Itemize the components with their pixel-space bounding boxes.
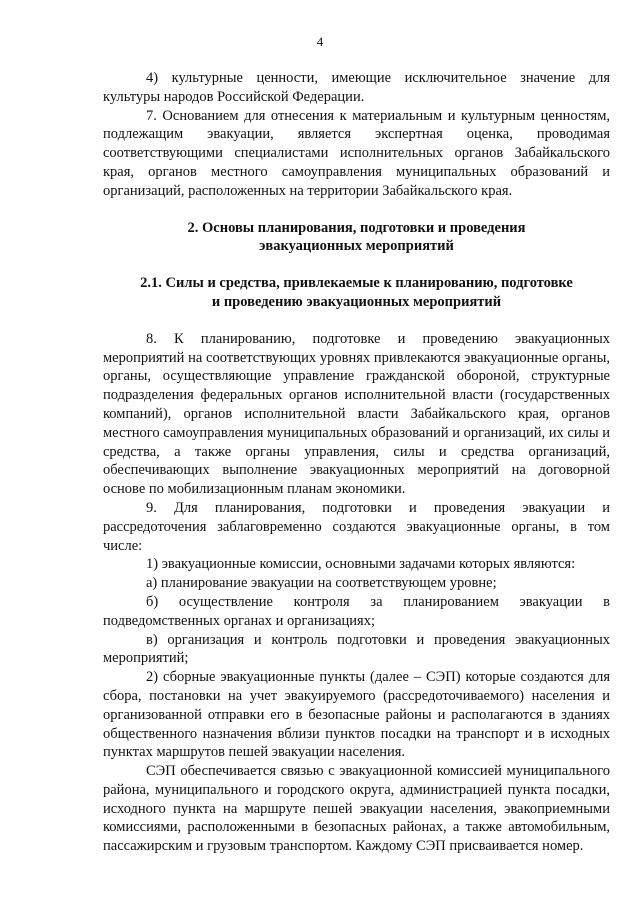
section-heading-2-line-1: 2. Основы планирования, подготовки и проведения <box>187 219 526 236</box>
section-heading-2-line-2: эвакуационных мероприятий <box>259 238 454 255</box>
section-heading-2-1-line-1: 2.1. Силы и средства, привлекаемые к планированию, подготовке <box>140 275 573 292</box>
list-item-1b: б) осуществление контроля за планированием эвакуации в подведомственных органах и организациях; <box>103 593 610 629</box>
spacer <box>103 312 610 330</box>
document-body <box>103 69 610 856</box>
spacer <box>103 201 610 219</box>
paragraph-item-4: 4) культурные ценности, имеющие исключительное значение для культуры народов Российской Федерации. <box>103 70 610 105</box>
paragraph-9: 9. Для планирования, подготовки и проведения эвакуации и рассредоточения заблаговременно создаются эвакуационные органы, в том числе: <box>103 499 610 554</box>
page-number: 4 <box>316 34 324 49</box>
paragraph-8: 8. К планированию, подготовке и проведению эвакуационных мероприятий на соответствующих уровнях привлекаются эвакуационные органы, органы, осуществляющие управление гражданской обороной, структурные подразделения федеральных органов исполнительной власти (государственных компаний), органов исполнительной власти Забайкальского края, органов местного самоуправления муниципальных образований и организаций, их силы и средства, а также органы управления, силы и средства организаций, обеспечивающих выполнение эвакуационных мероприятий на договорной основе по мобилизационным планам экономики. <box>103 330 610 498</box>
paragraph-7: 7. Основанием для отнесения к материальным и культурным ценностям, подлежащим эвакуации, является экспертная оценка, проводимая соответствующими специалистами исполнительных органов Забайкальского края, органов местного самоуправления муниципальных образований и организаций, расположенных на территории Забайкальского края. <box>103 107 610 199</box>
section-heading-2-1 <box>103 274 610 312</box>
list-item-1v: в) организация и контроль подготовки и проведения эвакуационных мероприятий; <box>103 631 610 667</box>
section-heading-2 <box>103 219 610 257</box>
list-item-1: 1) эвакуационные комиссии, основными задачами которых являются: <box>146 556 576 573</box>
list-item-2: 2) сборные эвакуационные пункты (далее – СЭП) которые создаются для сбора, постановки на учет эвакуируемого (рассредоточиваемого) населения и организованной отправки его в безопасные районы и располагаются в зданиях общественного назначения вблизи пунктов посадки на транспорт и в исходных пунктах маршрутов пешей эвакуации населения. <box>103 669 610 761</box>
paragraph-sep: СЭП обеспечивается связью с эвакуационной комиссией муниципального района, муниципального и городского округа, администрацией пункта посадки, исходного пункта на маршруте пешей эвакуации населения, эвакоприемными комиссиями, расположенными в безопасных районах, а также автомобильным, пассажирским и грузовым транспортом. Каждому СЭП присваивается номер. <box>103 763 610 855</box>
spacer <box>103 256 610 274</box>
section-heading-2-1-line-2: и проведению эвакуационных мероприятий <box>211 293 502 310</box>
list-item-1a: а) планирование эвакуации на соответствующем уровне; <box>146 575 497 592</box>
